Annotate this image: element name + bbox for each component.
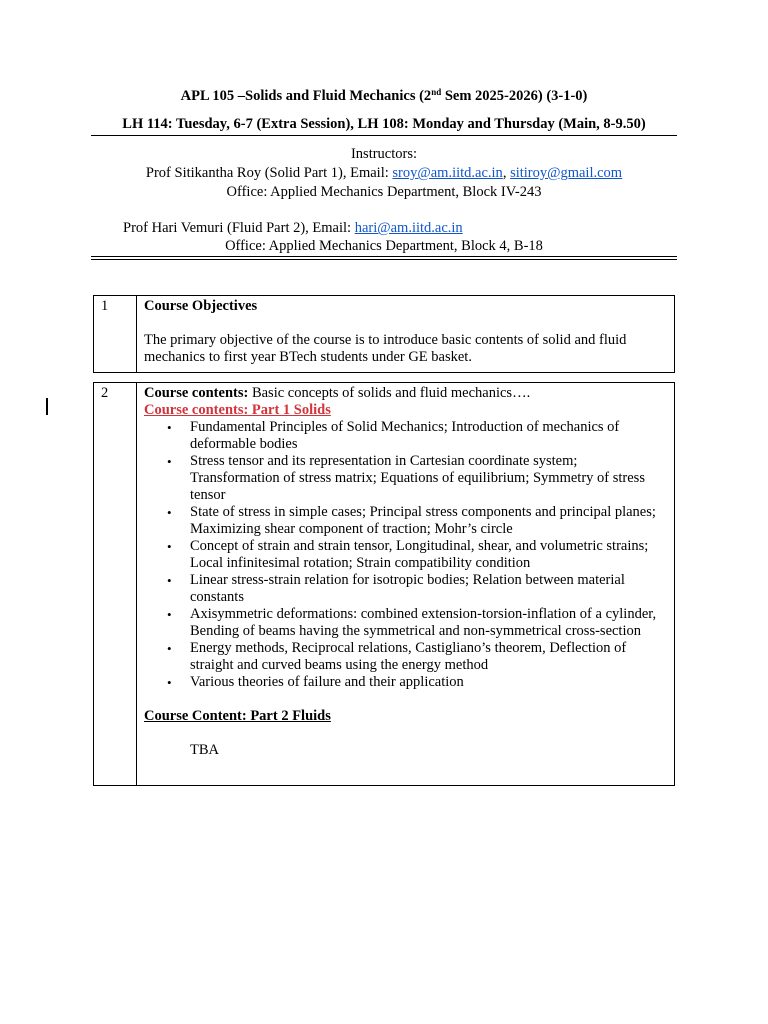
part2-heading: Course Content: Part 2 Fluids [144, 708, 331, 724]
prof1-email-link-2[interactable]: sitiroy@gmail.com [510, 165, 623, 181]
prof1-line: Prof Sitikantha Roy (Solid Part 1), Email: sroy@am.iitd.ac.in, sitiroy@gmail.com [145, 165, 623, 181]
prof2-line: Prof Hari Vemuri (Fluid Part 2), Email: hari@am.iitd.ac.in [123, 220, 463, 236]
course-contents-table [93, 382, 675, 786]
double-rule [91, 256, 677, 260]
prof2-office: Office: Applied Mechanics Department, Block 4, B-18 [225, 238, 543, 254]
course-objectives-text: The primary objective of the course is to introduce basic contents of solid and fluid mechanics to first year BTech students under GE basket. [144, 332, 627, 365]
list-item: • Concept of strain and strain tensor, Longitudinal, shear, and volumetric strains; Local infinitesimal rotation; Strain compatibility condition [190, 538, 668, 572]
list-item: • Linear stress-strain relation for isotropic bodies; Relation between material constants [190, 572, 668, 606]
part2-tba: TBA [190, 742, 219, 758]
course-title: APL 105 –Solids and Fluid Mechanics (2nd Sem 2025-2026) (3-1-0) [180, 87, 588, 104]
section-number: 1 [94, 296, 137, 373]
instructors-block [91, 145, 677, 202]
course-objectives-table [93, 295, 675, 373]
text-cursor [46, 398, 48, 415]
list-item: • Fundamental Principles of Solid Mechanics; Introduction of mechanics of deformable bodies [190, 419, 668, 453]
section-number: 2 [94, 383, 137, 786]
part1-topic-list [144, 419, 668, 691]
prof1-email-link-1[interactable]: sroy@am.iitd.ac.in [392, 165, 503, 181]
list-item: • State of stress in simple cases; Principal stress components and principal planes; Maximizing shear component of traction; Mohr’s circle [190, 504, 668, 538]
list-item: • Energy methods, Reciprocal relations, Castigliano’s theorem, Deflection of straight and curved beams using the energy method [190, 640, 668, 674]
course-objectives-heading: Course Objectives [144, 298, 258, 314]
course-contents-cell [137, 383, 675, 786]
schedule-line: LH 114: Tuesday, 6-7 (Extra Session), LH 108: Monday and Thursday (Main, 8-9.50) [122, 116, 646, 132]
course-contents-lead: Course contents: Basic concepts of solids and fluid mechanics…. [144, 385, 531, 401]
prof1-office: Office: Applied Mechanics Department, Block IV-243 [226, 184, 542, 200]
course-objectives-cell [137, 296, 675, 373]
list-item: • Stress tensor and its representation in Cartesian coordinate system; Transformation of stress matrix; Equations of equilibrium; Symmetry of stress tensor [190, 453, 668, 504]
part1-heading: Course contents: Part 1 Solids [144, 402, 331, 418]
header-rule [91, 135, 677, 136]
prof2-email-link[interactable]: hari@am.iitd.ac.in [354, 220, 463, 236]
instructors-label: Instructors: [350, 146, 418, 162]
list-item: • Various theories of failure and their application [190, 674, 668, 691]
list-item: • Axisymmetric deformations: combined extension-torsion-inflation of a cylinder, Bending of beams having the symmetrical and non-symmetrical cross-section [190, 606, 668, 640]
